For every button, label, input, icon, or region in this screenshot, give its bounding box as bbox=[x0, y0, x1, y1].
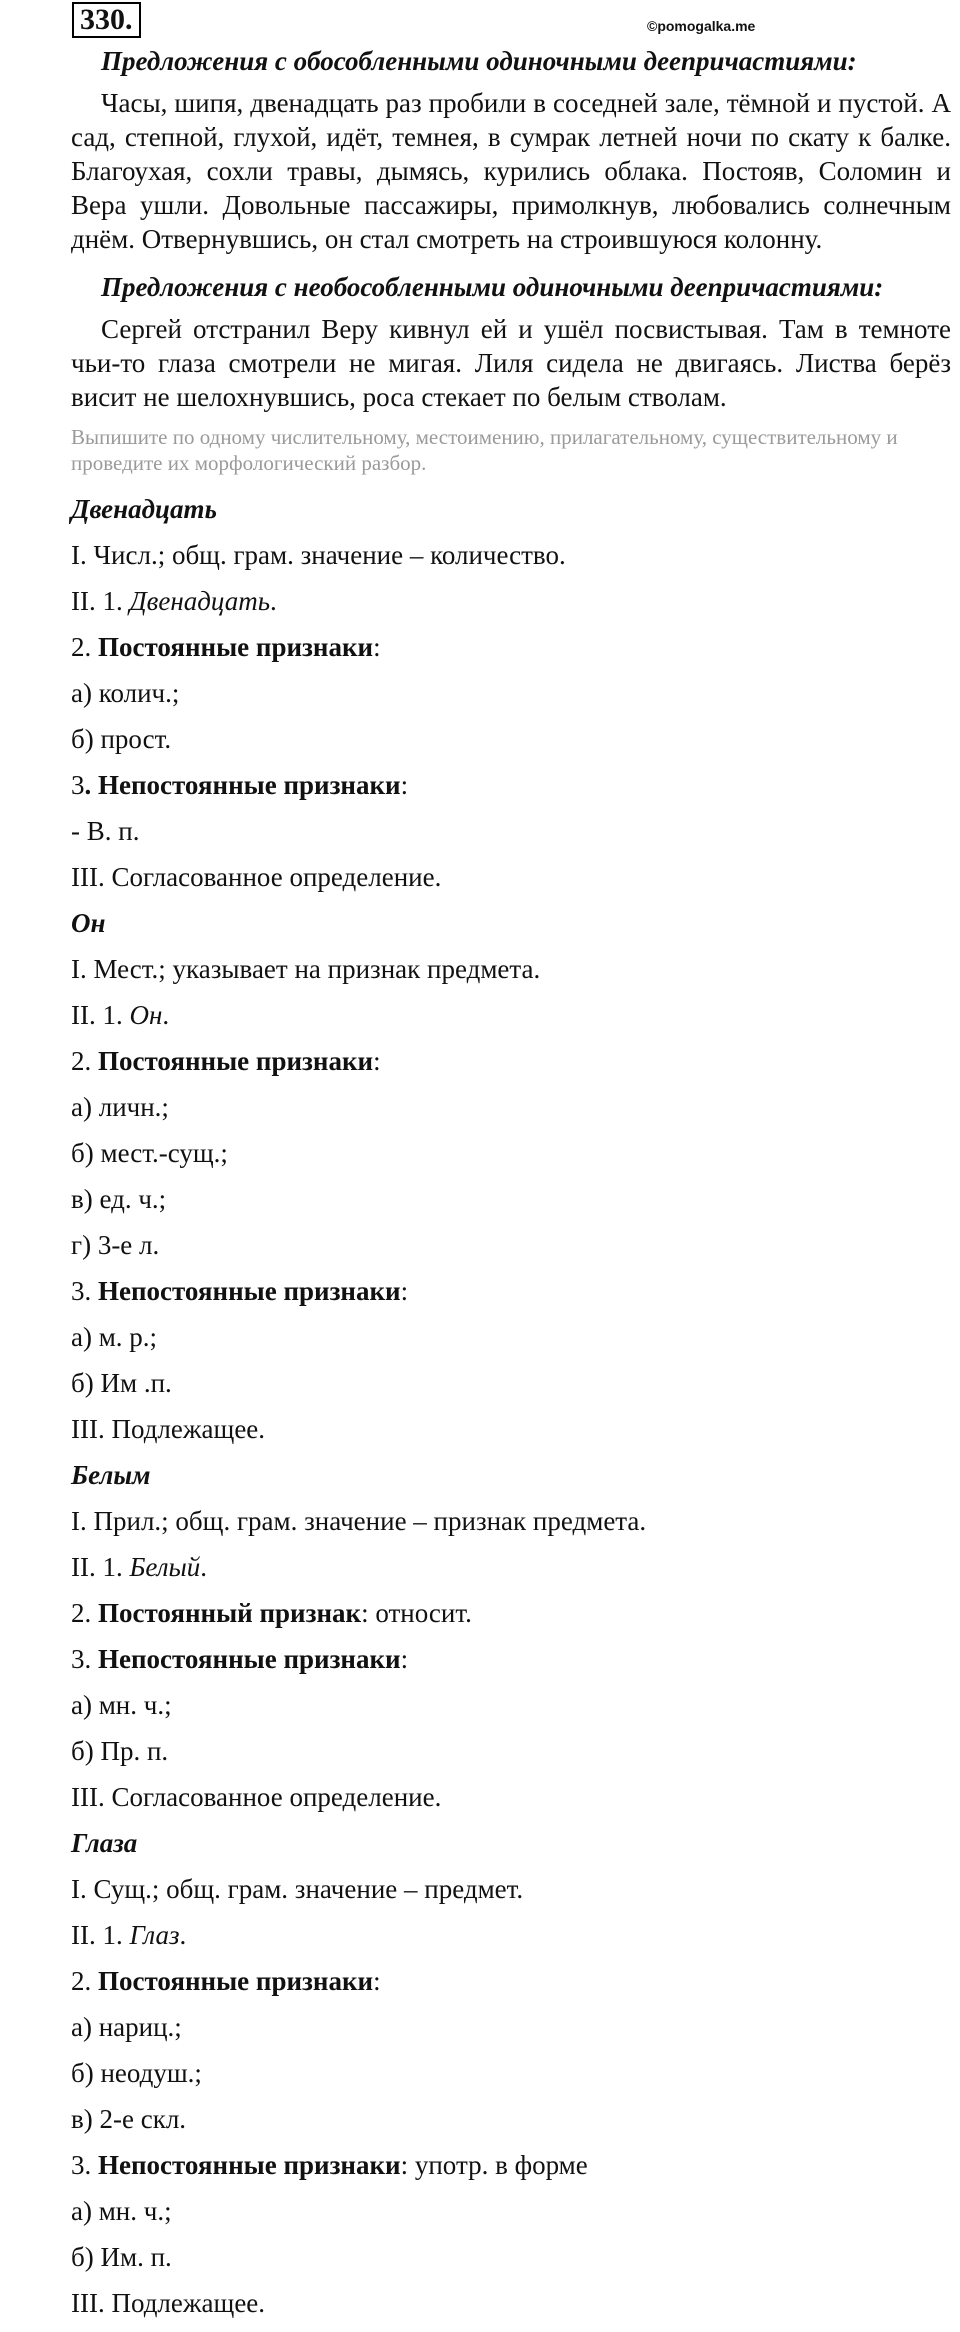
analysis-line: II. 1. Глаз. bbox=[71, 1920, 187, 1950]
analysis-line: а) мн. ч.; bbox=[71, 1690, 172, 1720]
watermark: ©pomogalka.me bbox=[647, 18, 756, 34]
analysis-line: I. Сущ.; общ. грам. значение – предмет. bbox=[71, 1874, 524, 1904]
analysis-line: III. Подлежащее. bbox=[71, 2288, 266, 2318]
analysis-line: а) колич.; bbox=[71, 678, 180, 708]
analysis-word: Двенадцать bbox=[71, 494, 217, 524]
analysis-line: III. Согласованное определение. bbox=[71, 862, 442, 892]
analysis-line: III. Подлежащее. bbox=[71, 1414, 266, 1444]
analysis-line: II. 1. Двенадцать. bbox=[71, 586, 277, 616]
analysis-line: 3. Непостоянные признаки: bbox=[71, 1644, 409, 1674]
pronoun-analysis bbox=[71, 906, 951, 1458]
analysis-line: 3. Непостоянные признаки: употр. в форме bbox=[71, 2150, 588, 2180]
analysis-line: I. Мест.; указывает на признак предмета. bbox=[71, 954, 541, 984]
analysis-line: а) мн. ч.; bbox=[71, 2196, 172, 2226]
analysis-line: 2. Постоянные признаки: bbox=[71, 1966, 381, 1996]
analysis-line: а) м. р.; bbox=[71, 1322, 158, 1352]
adjective-analysis bbox=[71, 1458, 951, 1826]
section2-text: Сергей отстранил Веру кивнул ей и ушёл посвистывая. Там в темноте чьи-то глаза смотрели не мигая. Лиля сидела не двигаясь. Листва берёз висит не шелохнувшись, роса стекает по белым стволам. bbox=[71, 314, 951, 412]
analysis-line: б) Им. п. bbox=[71, 2242, 172, 2272]
analysis-line: б) прост. bbox=[71, 724, 172, 754]
analysis-line: а) нариц.; bbox=[71, 2012, 182, 2042]
analysis-line: г) 3-е л. bbox=[71, 1230, 160, 1260]
section1-heading: Предложения с обособленными одиночными деепричастиями: bbox=[101, 46, 857, 76]
noun-analysis bbox=[71, 1826, 951, 2332]
analysis-line: б) Пр. п. bbox=[71, 1736, 169, 1766]
analysis-word: Белым bbox=[71, 1460, 151, 1490]
analysis-line: в) 2-е скл. bbox=[71, 2104, 187, 2134]
analysis-line: II. 1. Белый. bbox=[71, 1552, 208, 1582]
analysis-line: а) личн.; bbox=[71, 1092, 169, 1122]
analysis-line: б) Им .п. bbox=[71, 1368, 172, 1398]
document-body bbox=[71, 44, 951, 2332]
analysis-word: Глаза bbox=[71, 1828, 138, 1858]
analysis-line: 2. Постоянные признаки: bbox=[71, 1046, 381, 1076]
analysis-line: 2. Постоянные признаки: bbox=[71, 632, 381, 662]
exercise-number: 330. bbox=[72, 2, 141, 38]
section1-text: Часы, шипя, двенадцать раз пробили в соседней зале, тёмной и пустой. А сад, степной, глухой, идёт, темнея, в сумрак летней ночи по скату к балке. Благоухая, сохли травы, дымясь, курились облака. Постояв, Соломин и Вера ушли. Довольные пассажиры, примолкнув, любовались солнечным днём. Отвернувшись, он стал смотреть на строившуюся колонну. bbox=[71, 88, 951, 254]
section2-heading: Предложения с необособленными одиночными деепричастиями: bbox=[101, 272, 884, 302]
analysis-line: б) неодуш.; bbox=[71, 2058, 202, 2088]
analysis-line: I. Числ.; общ. грам. значение – количество. bbox=[71, 540, 566, 570]
analysis-line: 3. Непостоянные признаки: bbox=[71, 770, 409, 800]
task-instruction: Выпишите по одному числительному, местоимению, прилагательному, существительному и проведите их морфологический разбор. bbox=[71, 425, 898, 475]
analysis-line: б) мест.-сущ.; bbox=[71, 1138, 228, 1168]
analysis-line: - В. п. bbox=[71, 816, 140, 846]
analysis-line: III. Согласованное определение. bbox=[71, 1782, 442, 1812]
analysis-line: II. 1. Он. bbox=[71, 1000, 170, 1030]
analysis-line: 2. Постоянный признак: относит. bbox=[71, 1598, 472, 1628]
analysis-line: I. Прил.; общ. грам. значение – признак предмета. bbox=[71, 1506, 647, 1536]
analysis-line: в) ед. ч.; bbox=[71, 1184, 167, 1214]
analysis-word: Он bbox=[71, 908, 106, 938]
analysis-line: 3. Непостоянные признаки: bbox=[71, 1276, 409, 1306]
numeral-analysis bbox=[71, 492, 951, 906]
